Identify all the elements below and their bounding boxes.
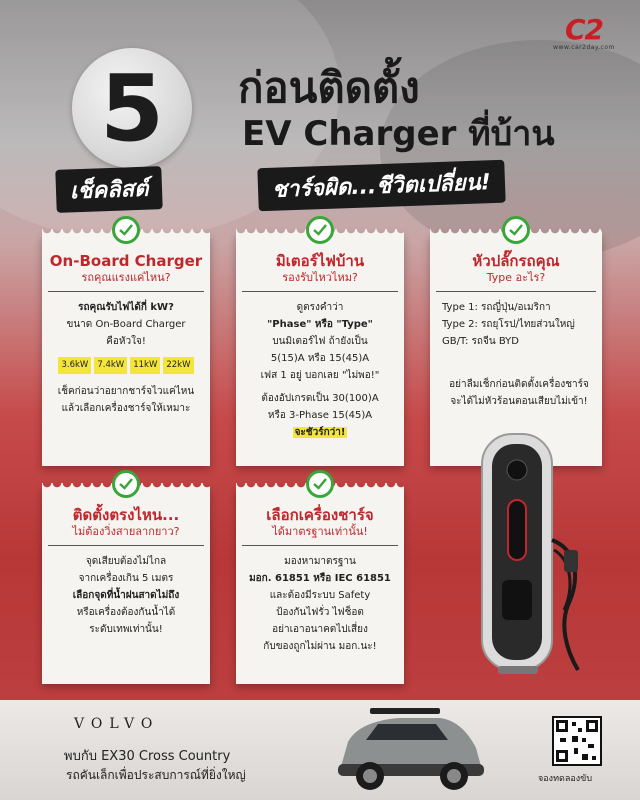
number-text: 5 [99, 55, 164, 162]
card-line: เฟส 1 อยู่ บอกเลย "ไม่พอ!" [260, 370, 380, 381]
headline-line1: ก่อนติดตั้ง [238, 63, 420, 112]
card-line: หรือเครื่องต้องกันน้ำได้ [76, 607, 176, 618]
kw-chip: 7.4kW [94, 357, 127, 374]
qr-code[interactable] [552, 716, 602, 766]
card-footer-line: เช็คก่อนว่าอยากชาร์จไวแค่ไหน [57, 386, 195, 397]
card-line: คือหัวใจ! [106, 336, 146, 347]
card-onboard-charger [42, 234, 210, 466]
card-line: เลือกจุดที่น้ำฝนสาดไม่ถึง [72, 590, 180, 601]
card-title: On-Board Charger [49, 252, 203, 270]
subheadline: ชาร์จผิด...ชีวิตเปลี่ยน! [257, 160, 505, 212]
card-title: มิเตอร์ไฟบ้าน [275, 252, 365, 270]
card-footer-line: อย่าลืมเช็กก่อนติดตั้งเครื่องชาร์จ [449, 379, 589, 390]
card-line: และต้องมีระบบ Safety [269, 590, 371, 601]
divider [436, 291, 596, 292]
card-line: Type 1: รถญี่ปุ่น/อเมริกา [442, 302, 551, 313]
volvo-wordmark: VOLVO [74, 716, 160, 732]
promo-line2: รถคันเล็กเพื่อประสบการณ์ที่ยิ่งใหญ่ [66, 768, 246, 782]
card-footer-line: ต้องอัปเกรดเป็น 30(100)A [261, 393, 379, 404]
card-line: GB/T: รถจีน BYD [442, 336, 519, 347]
card-title: เลือกเครื่องชาร์จ [266, 506, 374, 524]
card-line: จุดเสียบต้องไม่ไกล [85, 556, 167, 567]
check-icon [112, 216, 140, 244]
card-subtitle: รองรับไหวไหม? [282, 271, 358, 284]
card-charger-standard [236, 488, 404, 684]
card-footer-line: หรือ 3-Phase 15(45)A [267, 410, 373, 421]
logo-url: www.car2day.com [553, 44, 615, 51]
check-icon [112, 470, 140, 498]
divider [242, 545, 398, 546]
car-illustration [330, 700, 490, 796]
card-subtitle: ได้มาตรฐานเท่านั้น! [272, 525, 368, 538]
card-line: ดูตรงคำว่า [296, 302, 344, 313]
card-line: ระดับเทพเท่านั้น! [89, 624, 163, 635]
card-line: จากเครื่องเกิน 5 เมตร [78, 573, 174, 584]
card-body [48, 554, 204, 637]
kw-chip: 22kW [163, 357, 193, 374]
checklist-tag: เช็คลิสต์ [55, 166, 163, 213]
card-line: มองหามาตรฐาน [284, 556, 356, 567]
c2-logo [542, 13, 626, 51]
card-line: ป้องกันไฟรั่ว ไฟช็อต [276, 607, 364, 618]
card-line: บนมิเตอร์ไฟ ถ้ายังเป็น [272, 336, 368, 347]
card-title: หัวปลั๊กรถคุณ [472, 252, 560, 270]
divider [48, 545, 204, 546]
qr-pattern [554, 718, 600, 764]
divider [242, 291, 398, 292]
ev-charger-illustration [468, 430, 588, 678]
card-line: มอก. 61851 หรือ IEC 61851 [249, 573, 391, 584]
check-icon [306, 470, 334, 498]
headline-line2: EV Charger ที่บ้าน [242, 114, 555, 154]
card-home-meter [236, 234, 404, 466]
card-body [242, 300, 398, 440]
card-line: Type 2: รถยุโรป/ไทยส่วนใหญ่ [442, 319, 575, 330]
card-body [436, 300, 596, 409]
card-subtitle: รถคุณแรงแค่ไหน? [81, 271, 171, 284]
card-install-location [42, 488, 210, 684]
divider [48, 291, 204, 292]
number-badge [72, 48, 192, 168]
card-footer-line: จะได้ไม่หัวร้อนตอนเสียบไม่เข้า! [450, 396, 588, 407]
qr-label: จองทดลองขับ [538, 774, 593, 784]
card-line: รถคุณรับไฟได้กี่ kW? [78, 302, 174, 313]
card-line: อย่าเอาอนาคตไปเสี่ยง [272, 624, 368, 635]
card-subtitle: Type อะไร? [486, 271, 546, 284]
card-body [48, 300, 204, 416]
highlight-text: จะชัวร์กว่า! [294, 427, 346, 438]
kw-chip: 3.6kW [58, 357, 91, 374]
card-line: ขนาด On-Board Charger [66, 319, 186, 330]
card-subtitle: ไม่ต้องวิ่งสายลากยาว? [72, 525, 180, 538]
logo-mark: C2 [564, 13, 604, 46]
card-footer-line: แล้วเลือกเครื่องชาร์จให้เหมาะ [61, 403, 191, 414]
card-line: กับของถูกไม่ผ่าน มอก.นะ! [263, 641, 377, 652]
kw-chip: 11kW [130, 357, 160, 374]
card-line: "Phase" หรือ "Type" [267, 319, 373, 330]
kw-chips [48, 357, 204, 374]
check-icon [502, 216, 530, 244]
check-icon [306, 216, 334, 244]
card-body [242, 554, 398, 654]
card-line: 5(15)A หรือ 15(45)A [270, 353, 370, 364]
promo-line1: พบกับ EX30 Cross Country [64, 749, 231, 764]
card-title: ติดตั้งตรงไหน... [72, 506, 180, 524]
